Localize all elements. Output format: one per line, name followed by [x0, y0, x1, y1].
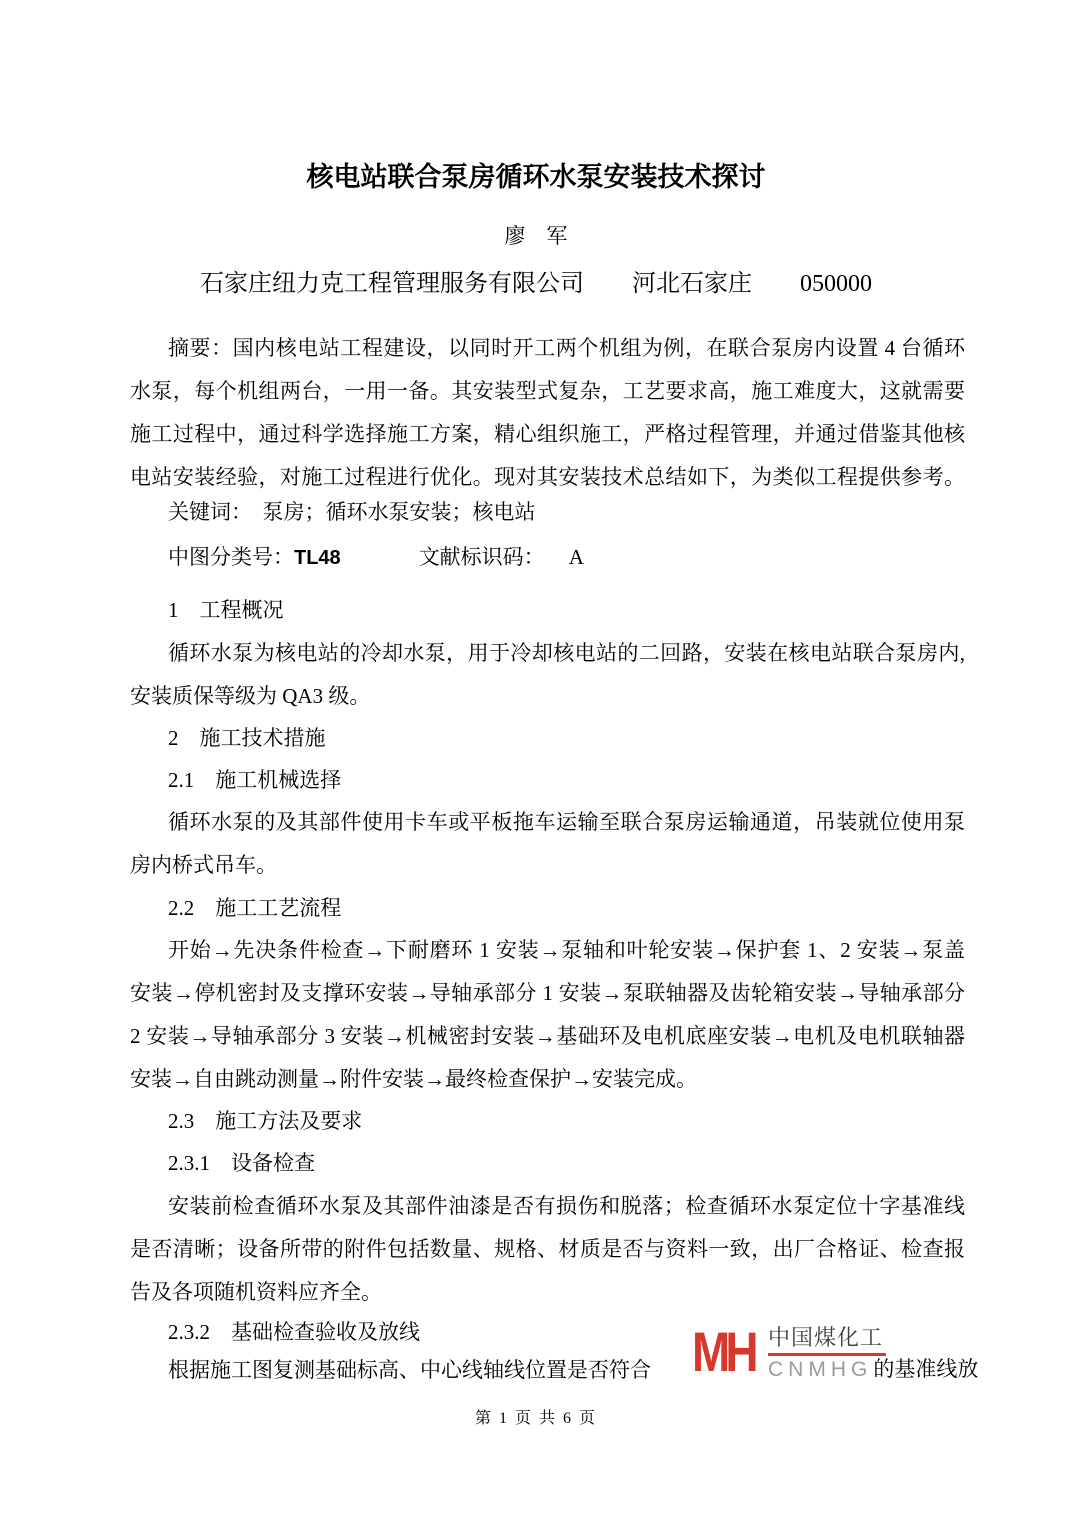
obscured-text-tail: 的基准线放 — [873, 1357, 979, 1381]
paragraph-2-3-1 — [130, 1185, 965, 1314]
abstract-paragraph — [130, 327, 965, 499]
paragraph-line: 安装质保等级为 QA3 级。 — [130, 684, 371, 708]
paragraph-line: 开始→先决条件检查→下耐磨环 1 安装→泵轴和叶轮安装→保护套 1、2 安装→泵盖 — [168, 938, 965, 962]
paragraph-2-1 — [130, 801, 965, 887]
logo-company-name: 中国煤化工 — [768, 1325, 884, 1350]
paragraph-line: 循环水泵为核电站的冷却水泵，用于冷却核电站的二回路，安装在核电站联合泵房内, — [168, 641, 965, 665]
doc-author: 廖 军 — [504, 224, 568, 248]
abstract-line: 摘要：国内核电站工程建设，以同时开工两个机组为例，在联合泵房内设置 4 台循环 — [168, 336, 965, 360]
paragraph-line: 安装→自由跳动测量→附件安装→最终检查保护→安装完成。 — [130, 1067, 697, 1091]
heading-2-2: 2.2 施工工艺流程 — [168, 896, 342, 920]
doc-id-label: 文献标识码： — [418, 545, 545, 569]
heading-2-3: 2.3 施工方法及要求 — [168, 1109, 363, 1133]
paragraph-line: 告及各项随机资料应齐全。 — [130, 1280, 382, 1304]
watermark-logo — [690, 1296, 979, 1404]
paragraph-2-3-2: 根据施工图复测基础标高、中心线轴线位置是否符合 — [168, 1358, 651, 1382]
paragraph-1 — [130, 632, 965, 718]
paragraph-line: 安装前检查循环水泵及其部件油漆是否有损伤和脱落；检查循环水泵定位十字基准线 — [168, 1194, 965, 1218]
abstract-line: 电站安装经验，对施工过程进行优化。现对其安装技术总结如下，为类似工程提供参考。 — [130, 465, 965, 489]
page-footer: 第 1 页 共 6 页 — [474, 1410, 597, 1427]
paragraph-line: 安装→停机密封及支撑环安装→导轴承部分 1 安装→泵联轴器及齿轮箱安装→导轴承部分 — [130, 981, 965, 1005]
paragraph-2-2 — [130, 929, 965, 1101]
paragraph-line: 循环水泵的及其部件使用卡车或平板拖车运输至联合泵房运输通道，吊装就位使用泵 — [168, 810, 965, 834]
abstract-line: 施工过程中，通过科学选择施工方案，精心组织施工，严格过程管理，并通过借鉴其他核 — [130, 422, 965, 446]
abstract-line: 水泵，每个机组两台，一用一备。其安装型式复杂，工艺要求高，施工难度大，这就需要 — [130, 379, 965, 403]
classification-code: TL48 — [294, 547, 341, 569]
coal-company-monogram-icon: MH — [692, 1320, 754, 1383]
heading-2-3-2: 2.3.2 基础检查验收及放线 — [168, 1320, 420, 1344]
heading-2: 2 施工技术措施 — [168, 726, 326, 750]
paragraph-line: 房内桥式吊车。 — [130, 853, 277, 877]
heading-1: 1 工程概况 — [168, 598, 284, 622]
logo-subrow — [768, 1356, 978, 1385]
doc-title: 核电站联合泵房循环水泵安装技术探讨 — [306, 162, 766, 192]
paragraph-line: 2 安装→导轴承部分 3 安装→机械密封安装→基础环及电机底座安装→电机及电机联轴器 — [130, 1024, 965, 1048]
paragraph-line: 是否清晰；设备所带的附件包括数量、规格、材质是否与资料一致，出厂合格证、检查报 — [130, 1237, 965, 1261]
doc-id-code: A — [568, 545, 584, 569]
heading-2-3-1: 2.3.1 设备检查 — [168, 1151, 315, 1175]
heading-2-1: 2.1 施工机械选择 — [168, 768, 342, 792]
doc-affiliation: 石家庄纽力克工程管理服务有限公司 河北石家庄 050000 — [200, 271, 872, 297]
keywords-line: 关键词： 泵房；循环水泵安装；核电站 — [168, 500, 536, 524]
logo-abbreviation: CNMHG — [768, 1358, 873, 1381]
classification-label: 中图分类号： — [168, 545, 294, 569]
classification-line — [130, 536, 965, 580]
